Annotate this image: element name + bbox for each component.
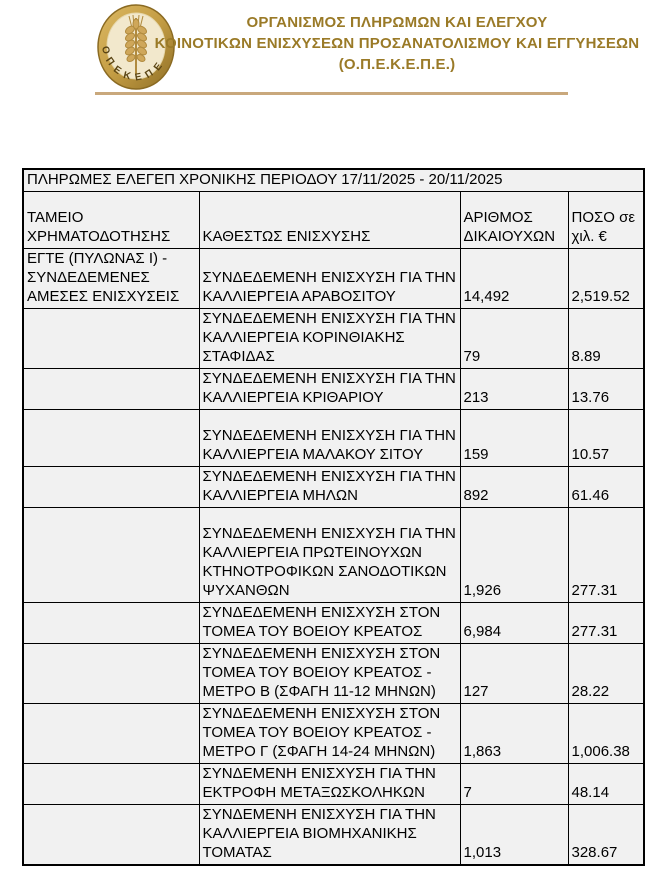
beneficiaries-cell: 1,863 bbox=[460, 704, 568, 764]
table-title-row bbox=[23, 169, 644, 192]
amount-cell: 10.57 bbox=[568, 410, 644, 467]
scheme-cell: ΣΥΝΔΕΔΕΜΕΝΗ ΕΝΙΣΧΥΣΗ ΣΤΟΝ ΤΟΜΕΑ ΤΟΥ ΒΟΕΙΟΥ ΚΡΕΑΤΟΣ - ΜΕΤΡΟ Β (ΣΦΑΓΗ 11-12 ΜΗΝΩΝ) bbox=[199, 644, 460, 704]
table-row bbox=[23, 704, 644, 764]
amount-cell: 8.89 bbox=[568, 309, 644, 369]
scheme-cell: ΣΥΝΔΕΔΕΜΕΝΗ ΕΝΙΣΧΥΣΗ ΓΙΑ ΤΗΝ ΚΑΛΛΙΕΡΓΕΙΑ ΜΗΛΩΝ bbox=[199, 467, 460, 508]
table-header-row bbox=[23, 192, 644, 249]
table-row bbox=[23, 603, 644, 644]
scheme-cell: ΣΥΝΔΕΜΕΝΗ ΕΝΙΣΧΥΣΗ ΓΙΑ ΤΗΝ ΕΚΤΡΟΦΗ ΜΕΤΑΞΩΣΚΟΛΗΚΩΝ bbox=[199, 764, 460, 805]
payments-table bbox=[22, 168, 645, 866]
beneficiaries-cell: 892 bbox=[460, 467, 568, 508]
logo-letters: ΟΠΕΚΕΠΕ bbox=[98, 44, 169, 84]
fund-cell bbox=[23, 369, 199, 410]
fund-cell: ΕΓΤΕ (ΠΥΛΩΝΑΣ Ι) - ΣΥΝΔΕΔΕΜΕΝΕΣ ΑΜΕΣΕΣ ΕΝΙΣΧΥΣΕΙΣ bbox=[23, 249, 199, 309]
amount-cell: 1,006.38 bbox=[568, 704, 644, 764]
amount-cell: 28.22 bbox=[568, 644, 644, 704]
beneficiaries-cell: 213 bbox=[460, 369, 568, 410]
amount-cell: 277.31 bbox=[568, 508, 644, 603]
fund-cell bbox=[23, 603, 199, 644]
fund-cell bbox=[23, 805, 199, 866]
org-name-line1: ΟΡΓΑΝΙΣΜΟΣ ΠΛΗΡΩΜΩΝ ΚΑΙ ΕΛΕΓΧΟΥ bbox=[246, 14, 548, 31]
org-name-line3: (Ο.Π.Ε.Κ.Ε.Π.Ε.) bbox=[338, 56, 456, 73]
column-header-amount: ΠΟΣΟ σε χιλ. € bbox=[568, 192, 644, 249]
beneficiaries-cell: 7 bbox=[460, 764, 568, 805]
header-divider-rule bbox=[95, 92, 568, 95]
fund-cell bbox=[23, 764, 199, 805]
scheme-cell: ΣΥΝΔΕΔΕΜΕΝΗ ΕΝΙΣΧΥΣΗ ΓΙΑ ΤΗΝ ΚΑΛΛΙΕΡΓΕΙΑ ΠΡΩΤΕΙΝΟΥΧΩΝ ΚΤΗΝΟΤΡΟΦΙΚΩΝ ΣΑΝΟΔΟΤΙΚΩΝ ΨΥΧΑΝΘΩΝ bbox=[199, 508, 460, 603]
fund-cell bbox=[23, 508, 199, 603]
table-row bbox=[23, 410, 644, 467]
beneficiaries-cell: 6,984 bbox=[460, 603, 568, 644]
scheme-cell: ΣΥΝΔΕΔΕΜΕΝΗ ΕΝΙΣΧΥΣΗ ΣΤΟΝ ΤΟΜΕΑ ΤΟΥ ΒΟΕΙΟΥ ΚΡΕΑΤΟΣ - ΜΕΤΡΟ Γ (ΣΦΑΓΗ 14-24 ΜΗΝΩΝ) bbox=[199, 704, 460, 764]
column-header-beneficiaries: ΑΡΙΘΜΟΣ ΔΙΚΑΙΟΥΧΩΝ bbox=[460, 192, 568, 249]
amount-cell: 48.14 bbox=[568, 764, 644, 805]
beneficiaries-cell: 14,492 bbox=[460, 249, 568, 309]
table-row bbox=[23, 805, 644, 866]
fund-cell bbox=[23, 644, 199, 704]
table-row bbox=[23, 764, 644, 805]
table-row bbox=[23, 309, 644, 369]
column-header-scheme: ΚΑΘΕΣΤΩΣ ΕΝΙΣΧΥΣΗΣ bbox=[199, 192, 460, 249]
table-row bbox=[23, 644, 644, 704]
scheme-cell: ΣΥΝΔΕΔΕΜΕΝΗ ΕΝΙΣΧΥΣΗ ΣΤΟΝ ΤΟΜΕΑ ΤΟΥ ΒΟΕΙΟΥ ΚΡΕΑΤΟΣ bbox=[199, 603, 460, 644]
table-row bbox=[23, 369, 644, 410]
table-title: ΠΛΗΡΩΜΕΣ ΕΛΕΓΕΠ ΧΡΟΝΙΚΗΣ ΠΕΡΙΟΔΟΥ 17/11/2025 - 20/11/2025 bbox=[23, 169, 644, 192]
beneficiaries-cell: 159 bbox=[460, 410, 568, 467]
fund-cell bbox=[23, 467, 199, 508]
org-name-line2: ΚΟΙΝΟΤΙΚΩΝ ΕΝΙΣΧΥΣΕΩΝ ΠΡΟΣΑΝΑΤΟΛΙΣΜΟΥ ΚΑΙ ΕΓΓΥΗΣΕΩΝ bbox=[154, 35, 640, 52]
amount-cell: 2,519.52 bbox=[568, 249, 644, 309]
amount-cell: 277.31 bbox=[568, 603, 644, 644]
fund-cell bbox=[23, 309, 199, 369]
scheme-cell: ΣΥΝΔΕΜΕΝΗ ΕΝΙΣΧΥΣΗ ΓΙΑ ΤΗΝ ΚΑΛΛΙΕΡΓΕΙΑ ΒΙΟΜΗΧΑΝΙΚΗΣ ΤΟΜΑΤΑΣ bbox=[199, 805, 460, 866]
scheme-cell: ΣΥΝΔΕΔΕΜΕΝΗ ΕΝΙΣΧΥΣΗ ΓΙΑ ΤΗΝ ΚΑΛΛΙΕΡΓΕΙΑ ΜΑΛΑΚΟΥ ΣΙΤΟΥ bbox=[199, 410, 460, 467]
beneficiaries-cell: 127 bbox=[460, 644, 568, 704]
fund-cell bbox=[23, 704, 199, 764]
fund-cell bbox=[23, 410, 199, 467]
column-header-fund: ΤΑΜΕΙΟ ΧΡΗΜΑΤΟΔΟΤΗΣΗΣ bbox=[23, 192, 199, 249]
table-row bbox=[23, 508, 644, 603]
amount-cell: 328.67 bbox=[568, 805, 644, 866]
amount-cell: 61.46 bbox=[568, 467, 644, 508]
org-name bbox=[150, 12, 644, 75]
beneficiaries-cell: 79 bbox=[460, 309, 568, 369]
scheme-cell: ΣΥΝΔΕΔΕΜΕΝΗ ΕΝΙΣΧΥΣΗ ΓΙΑ ΤΗΝ ΚΑΛΛΙΕΡΓΕΙΑ ΚΟΡΙΝΘΙΑΚΗΣ ΣΤΑΦΙΔΑΣ bbox=[199, 309, 460, 369]
table-row bbox=[23, 467, 644, 508]
beneficiaries-cell: 1,926 bbox=[460, 508, 568, 603]
amount-cell: 13.76 bbox=[568, 369, 644, 410]
table-row bbox=[23, 249, 644, 309]
scheme-cell: ΣΥΝΔΕΔΕΜΕΝΗ ΕΝΙΣΧΥΣΗ ΓΙΑ ΤΗΝ ΚΑΛΛΙΕΡΓΕΙΑ ΚΡΙΘΑΡΙΟΥ bbox=[199, 369, 460, 410]
scheme-cell: ΣΥΝΔΕΔΕΜΕΝΗ ΕΝΙΣΧΥΣΗ ΓΙΑ ΤΗΝ ΚΑΛΛΙΕΡΓΕΙΑ ΑΡΑΒΟΣΙΤΟΥ bbox=[199, 249, 460, 309]
beneficiaries-cell: 1,013 bbox=[460, 805, 568, 866]
